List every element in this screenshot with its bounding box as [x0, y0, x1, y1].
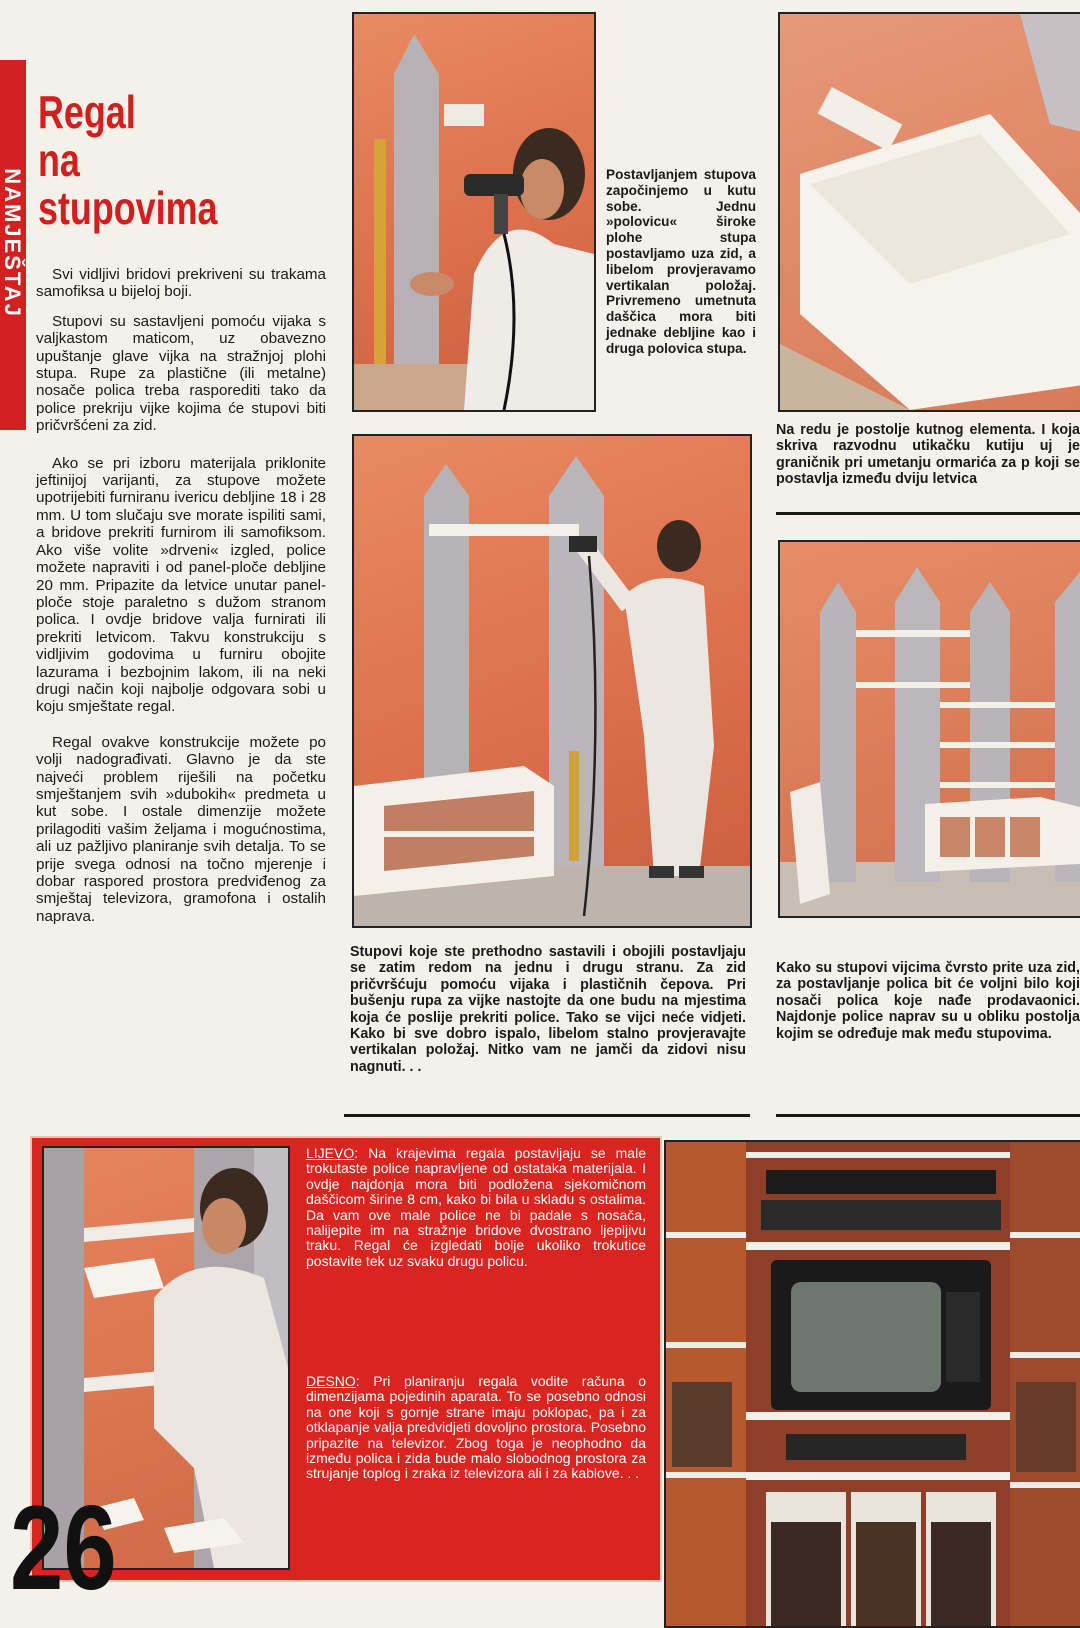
corner-base-illustration: [780, 14, 1080, 410]
shelves-illustration: [780, 542, 1080, 916]
caption-drilling: Postavljanjem stupova započinjemo u kutu sobe. Jednu »polovicu« široke plohe stupa postavljamo uza zid, a libelom provjeravamo vertikalan položaj. Privremeno umetnuta daščica mora biti jednake debljine kao i druga polovica stupa.: [606, 167, 756, 356]
body-paragraph-4: Regal ovakve konstrukcije možete po volji nadograđivati. Glavno je da ste najveći problem riješili na početku smještanjem svih »dubokih« predmeta u kut sobe. I ostale dimenzije možete prilagoditi vašim željama i mogućnostima, ali uz pažljivo planiranje svih detalja. To se prije svega odnosi na točno mjerenje i dobar raspored prostora predviđenog za smještaj televizora, gramofona i ostalih naprava.: [36, 733, 326, 925]
photo-installing-columns: [352, 434, 752, 928]
drilling-illustration: [354, 14, 594, 410]
body-paragraph-3: Ako se pri izboru materijala priklonite jeftinijoj varijanti, za stupove možete upotrijebiti furniranu ivericu debljine 18 i 28 mm. U tom slučaju sve morate ispiliti sami, a bridove prekriti furnirom ili samofiksom. Ako više volite »drveni« izgled, police možete napraviti i od panel-ploče debljine 20 mm. Pripazite da letvice unutar panel-ploče stoje paraletno s dužom stranom polica. I ovdje bridove valja furnirati ili prekriti letvicom. Takvu konstrukciju s vidljivim godovima u furniru obojite lazurama i bezbojnim lakom, ili na neki drugi način koji najbolje odgovara sobi u koju smještate regal.: [36, 454, 326, 716]
article-title: [38, 88, 241, 232]
caption-shelves: Kako su stupovi vijcima čvrsto prite uza zid, za postavljanje polica bit će voljni bilo koji nosači polica koje nađe prodavaonici. Najdonje police naprav su u obliku postolja kojim se određuje mak među stupovima.: [776, 960, 1080, 1042]
photo-shelves: [778, 540, 1080, 918]
divider-rule: [776, 512, 1080, 515]
section-tag: NAMJEŠTAJ: [0, 168, 25, 318]
red-box-left-paragraph: [306, 1146, 646, 1269]
photo-corner-base: [778, 12, 1080, 412]
desno-label: DESNO: [306, 1373, 356, 1389]
body-paragraph-2: Stupovi su sastavljeni pomoću vijaka s valjkastom maticom, uz obavezno upuštanje glave vijka na stražnjoj plohi stupa. Rupe za plastične (ili metalne) nosače polica treba rasporediti tako da police prekriju vijke kojima će stupovi biti pričvršćeni za zid.: [36, 312, 326, 435]
red-box-right-paragraph: [306, 1374, 646, 1482]
body-paragraph-1: Svi vidljivi bridovi prekriveni su trakama samofiksa u bijeloj boji.: [36, 266, 326, 301]
title-line-1: Regal: [38, 86, 136, 138]
caption-corner-base: Na redu je postolje kutnog elementa. I koja skriva razvodnu utikačku kutiju uj je graničnik pri umetanju ormarića za p koji se postavlja između dviju letvica: [776, 422, 1080, 488]
photo-drilling: [352, 12, 596, 412]
body-column: [36, 266, 326, 925]
lijevo-label: LIJEVO: [306, 1145, 355, 1161]
tv-shelving-illustration: [666, 1142, 1080, 1626]
title-line-3: stupovima: [38, 182, 218, 234]
title-line-2: na: [38, 134, 80, 186]
desno-text: : Pri planiranju regala vodite računa o dimenzijama pojedinih aparata. To se posebno odnosi na one koji s gornje strane imaju poklopac, pa i za otklapanje valja predvidjeti dovoljno prostora. Posebno pripazite na televizor. Zbog toga je neophodno da između polica i zida bude malo slobodnog prostora za strujanje toplog i zraka iz televizora ali i za kablove. . .: [306, 1373, 646, 1482]
page-number: 26: [10, 1481, 117, 1615]
photo-tv-shelving: [664, 1140, 1080, 1628]
divider-rule: [776, 1114, 1080, 1117]
lijevo-text: : Na krajevima regala postavljaju se male trokutaste police napravljene od ostataka materijala. I ovdje najdonja mora biti podložena sjekomičnom daščicom širine 8 cm, kako bi bila u skladu s ostalima. Da vam ove male police ne bi padale s nosača, nalijepite im na stražnje bridove dvostrano ljepljivu traku. Regal će izgledati bolje ukoliko trokutice postavite tek uz svaku drugu policu.: [306, 1145, 646, 1269]
divider-rule: [344, 1114, 750, 1117]
columns-illustration: [354, 436, 750, 926]
caption-installing-columns: Stupovi koje ste prethodno sastavili i obojili postavljaju se zatim redom na jednu i drugu stranu. Za zid pričvršćuju pomoću vijaka i plastičnih čepova. Pri bušenju rupa za vijke nastojte da one budu na mjestima koja će poslije prekriti police. Tako se vijci neće vidjeti. Kako bi sve dobro ispalo, libelom stalno provjeravajte vertikalan položaj. Nitko vam ne jamči da zidovi nisu nagnuti. . .: [350, 944, 746, 1075]
